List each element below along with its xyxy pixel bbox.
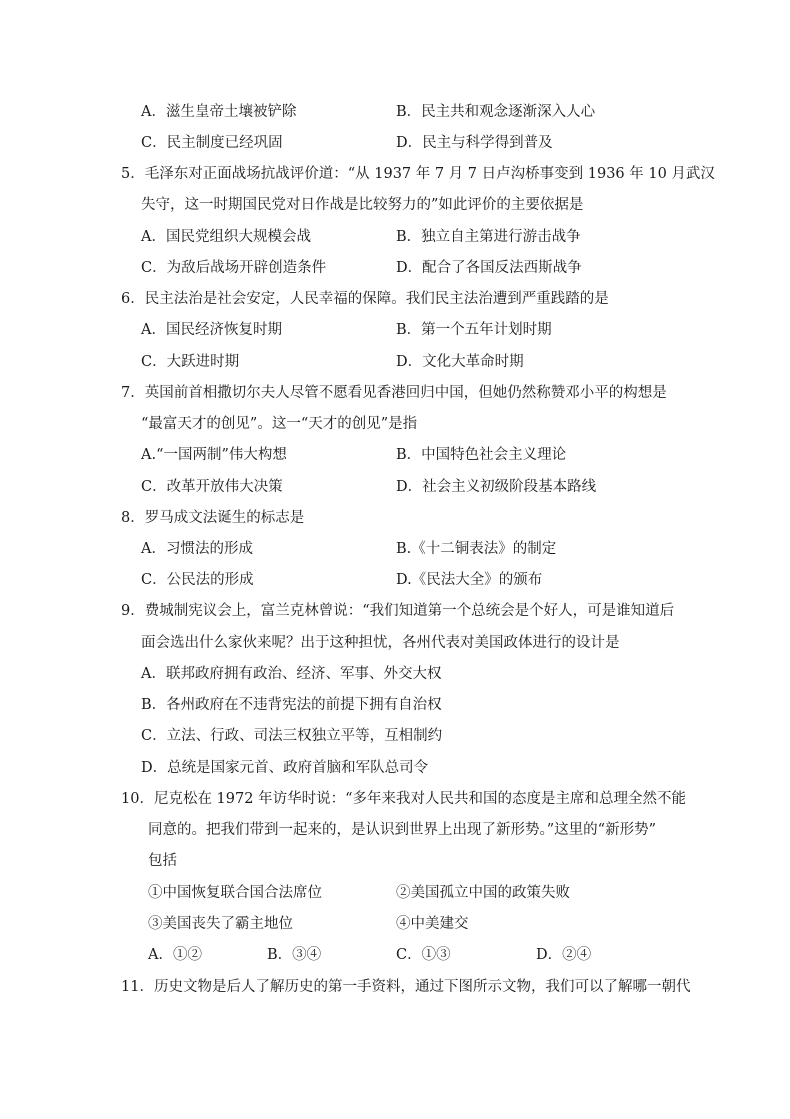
q9-option-c: C．立法、行政、司法三权独立平等，互相制约 [141,728,443,744]
q5-option-c: C．为敌后战场开辟创造条件 [141,260,327,276]
q10-stem-line-3: 包括 [148,853,177,869]
q4-option-a: A．滋生皇帝土壤被铲除 [141,104,297,120]
q7-option-b: B．中国特色社会主义理论 [396,447,567,463]
q7-option-d: D．社会主义初级阶段基本路线 [396,479,597,495]
q7-option-a: A.“一国两制”伟大构想 [141,447,287,463]
q10-option-d: D．②④ [536,947,592,963]
q11-stem-line-1: 11．历史文物是后人了解历史的第一手资料，通过下图所示文物，我们可以了解哪一朝代 [121,979,691,995]
q5-option-d: D．配合了各国反法西斯战争 [396,260,582,276]
q6-option-b: B．第一个五年计划时期 [396,322,552,338]
q6-option-a: A．国民经济恢复时期 [141,322,282,338]
q10-item-2: ②美国孤立中国的政策失败 [396,885,570,901]
q9-stem-line-1: 9．费城制宪议会上，富兰克林曾说：“我们知道第一个总统会是个好人，可是谁知道后 [121,603,675,619]
q5-stem-line-2: 失守，这一时期国民党对日作战是比较努力的”如此评价的主要依据是 [141,197,584,213]
q8-option-b: B.《十二铜表法》的制定 [396,541,557,557]
q9-option-a: A．联邦政府拥有政治、经济、军事、外交大权 [141,666,442,682]
q4-option-b: B．民主共和观念逐渐深入人心 [396,104,596,120]
q10-option-b: B．③④ [267,947,322,963]
q9-stem-line-2: 面会选出什么家伙来呢？出于这种担忧，各州代表对美国政体进行的设计是 [141,635,620,651]
q7-stem-line-2: “最富天才的创见”。这一“天才的创见”是指 [141,416,418,432]
q10-option-a: A．①② [148,947,202,963]
q10-item-4: ④中美建交 [396,916,469,932]
q10-item-1: ①中国恢复联合国合法席位 [148,885,322,901]
q5-option-b: B．独立自主第进行游击战争 [396,229,581,245]
q4-option-d: D．民主与科学得到普及 [396,135,553,151]
q7-option-c: C．改革开放伟大决策 [141,479,283,495]
q6-option-c: C．大跃进时期 [141,354,240,370]
q5-option-a: A．国民党组织大规模会战 [141,229,311,245]
q9-option-d: D．总统是国家元首、政府首脑和军队总司令 [141,760,429,776]
q8-stem-line-1: 8．罗马成文法诞生的标志是 [121,510,305,526]
q10-option-c: C．①③ [396,947,451,963]
q8-option-a: A．习惯法的形成 [141,541,253,557]
q10-stem-line-1: 10．尼克松在 1972 年访华时说：“多年来我对人民共和国的态度是主席和总理全然不能 [121,791,686,807]
q9-option-b: B．各州政府在不违背宪法的前提下拥有自治权 [141,697,442,713]
q5-stem-line-1: 5．毛泽东对正面战场抗战评价道：“从 1937 年 7 月 7 日卢沟桥事变到 1936 年 10 月武汉 [121,166,715,182]
q8-option-d: D.《民法大全》的颁布 [396,572,543,588]
q6-stem-line-1: 6．民主法治是社会安定，人民幸福的保障。我们民主法治遭到严重践踏的是 [121,291,609,307]
q4-option-c: C．民主制度已经巩固 [141,135,283,151]
q6-option-d: D．文化大革命时期 [396,354,524,370]
q8-option-c: C．公民法的形成 [141,572,254,588]
q7-stem-line-1: 7．英国前首相撒切尔夫人尽管不愿看见香港回归中国，但她仍然称赞邓小平的构想是 [121,385,667,401]
q10-item-3: ③美国丧失了霸主地位 [148,916,293,932]
q10-stem-line-2: 同意的。把我们带到一起来的，是认识到世界上出现了新形势。”这里的“新形势” [148,822,656,838]
